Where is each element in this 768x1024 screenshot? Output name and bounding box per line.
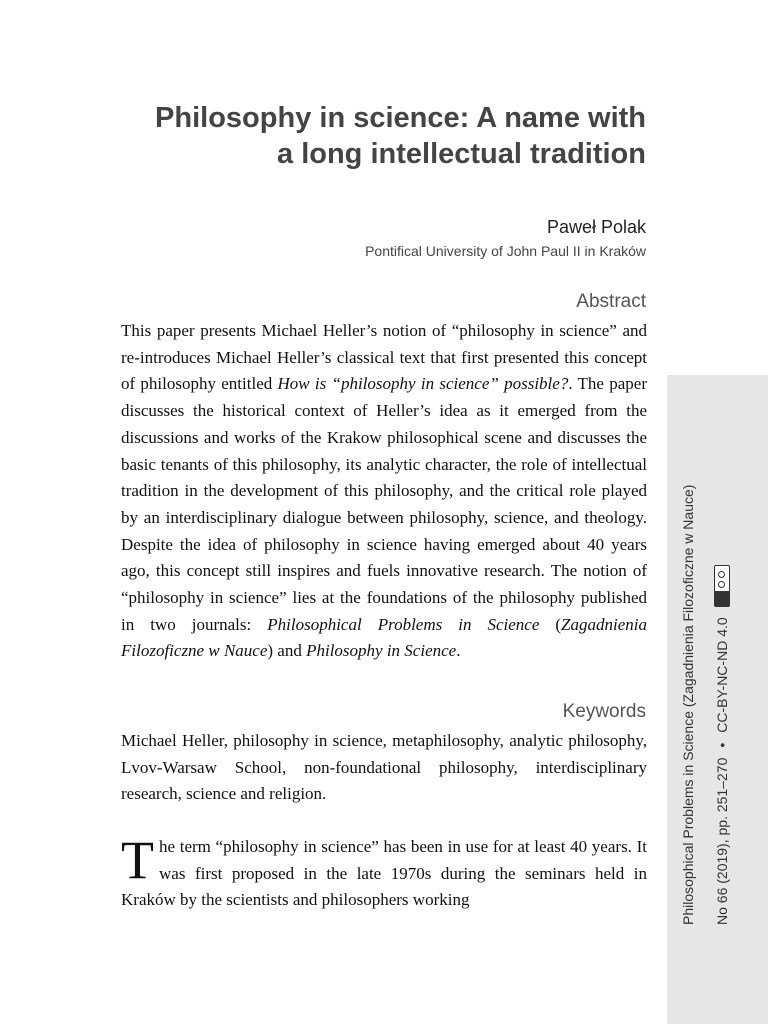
paper-title [100,100,646,172]
intro-paragraph [121,830,647,914]
intro-text: he term “philosophy in science” has been in use for at least 40 years. It was first proposed in the late 1970s during the seminars held in Kraków by the scientists and philosophers working [121,837,647,910]
sidebar-issue-line [714,565,730,925]
abstract-part-5: . [456,641,461,661]
cc-by-icon [718,581,725,588]
abstract-part-3: ( [539,614,562,634]
abstract-part-4: ) and [267,641,307,661]
abstract-heading: Abstract [576,291,646,312]
sidebar-separator: • [714,742,730,748]
author-name: Paweł Polak [546,217,646,237]
abstract-text [121,318,647,665]
drop-cap: T [121,830,154,890]
abstract-italic-journal-2: Philosophy in Science [306,641,457,661]
author-affiliation: Pontifical University of John Paul II in Kraków [365,243,646,259]
abstract-part-2: . The paper discusses the historical context of Heller’s idea as it emerged from the discussions and works of the Krakow philosophical scene and discusses the basic tenants of this philosophy, its analytic character, the role of intellectual tradition in the development of this philosophy, and the critical role played by an interdisciplinary dialogue between philosophy, science, and theology. Despite the idea of philosophy in science having emerged about 40 years ago, this concept still inspires and fuels innovative research. The notion of “philosophy in science” lies at the foundations of the philosophy published in two journals: [121,374,647,634]
title-line-2: a long intellectual tradition [277,138,646,170]
sidebar-license: CC-BY-NC-ND 4.0 [714,617,730,733]
cc-license-badge-icon [714,565,730,607]
title-line-1: Philosophy in science: A name with [155,102,646,134]
abstract-italic-title: How is “philosophy in science” possible? [277,374,569,394]
abstract-italic-journal-polish: Zagadnienia Filozoficzne w Nauce [121,614,647,661]
abstract-part-1: This paper presents Michael Heller’s notion of “philosophy in science” and re-introduces Michael Heller’s classical text that first presented this concept of philosophy entitled [121,321,647,394]
keywords-heading: Keywords [562,701,646,722]
abstract-italic-journal-1: Philosophical Problems in Science [267,614,540,634]
cc-nc-icon [718,571,725,578]
sidebar-issue: No 66 (2019), pp. 251–270 [714,757,730,925]
keywords-text: Michael Heller, philosophy in science, metaphilosophy, analytic philosophy, Lvov-Warsaw School, non-foundational philosophy, interdisciplinary research, science and religion. [121,731,647,804]
cc-logo-block [715,591,729,606]
sidebar-journal-name: Philosophical Problems in Science (Zagadnienia Filozoficzne w Nauce) [680,484,696,925]
